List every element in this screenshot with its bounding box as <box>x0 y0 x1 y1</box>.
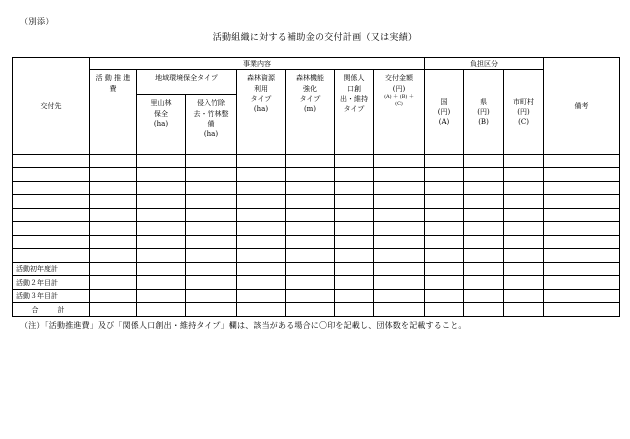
table-cell <box>425 168 464 182</box>
table-cell <box>504 181 544 195</box>
table-cell <box>90 195 137 209</box>
table-cell <box>237 289 286 303</box>
table-cell <box>90 249 137 263</box>
header-satoyama-line-3: (ha) <box>153 119 169 128</box>
table-cell <box>90 208 137 222</box>
header-function-line-4: (m) <box>303 104 317 113</box>
table-row <box>13 208 620 222</box>
table-cell <box>504 289 544 303</box>
table-cell <box>335 289 374 303</box>
header-population-line-4: タイプ <box>343 104 365 113</box>
header-grant-line-1: 交付金額 <box>385 74 413 83</box>
table-cell <box>237 181 286 195</box>
summary-label: 活動２年目計 <box>13 276 90 290</box>
table-cell <box>186 154 237 168</box>
table-cell <box>137 168 186 182</box>
table-cell <box>286 208 335 222</box>
header-row-2 <box>13 70 620 95</box>
table-cell <box>544 222 620 236</box>
table-cell <box>186 181 237 195</box>
table-cell <box>464 222 504 236</box>
table-row <box>13 235 620 249</box>
table-cell <box>335 303 374 317</box>
footnote: （注）「活動推進費」及び「関係人口創出・維持タイプ」欄は、該当がある場合に〇印を記載し、団体数を記載すること。 <box>20 321 467 330</box>
table-cell <box>335 262 374 276</box>
table-cell <box>237 168 286 182</box>
table-cell <box>90 289 137 303</box>
table-cell <box>186 249 237 263</box>
table-cell <box>137 289 186 303</box>
table-cell <box>425 222 464 236</box>
summary-row <box>13 262 620 276</box>
summary-label: 活動初年度計 <box>13 262 90 276</box>
table-cell <box>425 208 464 222</box>
table-cell <box>504 154 544 168</box>
table-cell <box>374 154 425 168</box>
table-cell <box>137 262 186 276</box>
table-cell <box>374 235 425 249</box>
table-cell <box>544 249 620 263</box>
table-cell <box>286 276 335 290</box>
summary-row <box>13 303 620 317</box>
table-cell <box>464 208 504 222</box>
table-cell <box>137 276 186 290</box>
table-cell <box>425 235 464 249</box>
header-national-line-1: 国 <box>440 97 448 106</box>
header-recipient: 交付先 <box>13 58 90 155</box>
table-cell <box>504 168 544 182</box>
header-grant-line-2: (円) <box>392 84 406 93</box>
header-promotion-line-2: 費 <box>109 84 117 93</box>
header-bamboo-line-2: 去・竹林整 <box>193 109 229 118</box>
table-cell <box>90 276 137 290</box>
header-promotion <box>90 70 137 154</box>
table-cell <box>13 235 90 249</box>
table-cell <box>374 168 425 182</box>
table-cell <box>464 168 504 182</box>
header-prefecture-line-1: 県 <box>480 97 488 106</box>
table-cell <box>13 249 90 263</box>
header-function-line-1: 森林機能 <box>296 74 324 83</box>
table-cell <box>186 303 237 317</box>
table-cell <box>464 289 504 303</box>
header-function <box>286 70 335 154</box>
table-cell <box>186 208 237 222</box>
table-row <box>13 181 620 195</box>
table-cell <box>137 154 186 168</box>
table-cell <box>13 222 90 236</box>
header-satoyama-line-1: 里山林 <box>150 99 172 108</box>
header-resource-line-1: 森林資源 <box>247 74 275 83</box>
table-cell <box>286 262 335 276</box>
table-cell <box>237 235 286 249</box>
table-cell <box>544 154 620 168</box>
table-cell <box>544 276 620 290</box>
table-cell <box>286 249 335 263</box>
table-cell <box>237 303 286 317</box>
table-cell <box>13 181 90 195</box>
table-cell <box>237 276 286 290</box>
table-cell <box>13 208 90 222</box>
header-project: 事業内容 <box>90 58 425 70</box>
table-cell <box>425 249 464 263</box>
table-cell <box>286 222 335 236</box>
header-municipal-line-1: 市町村 <box>513 97 535 106</box>
header-satoyama <box>137 95 186 154</box>
header-row-1 <box>13 58 620 70</box>
table-cell <box>374 249 425 263</box>
table-cell <box>335 208 374 222</box>
table-cell <box>464 195 504 209</box>
table-cell <box>335 168 374 182</box>
header-grant-line-4: (C) <box>395 101 403 107</box>
header-resource <box>237 70 286 154</box>
header-municipal <box>504 70 544 154</box>
table-cell <box>137 181 186 195</box>
header-population-line-2: 口創 <box>347 84 361 93</box>
table-row <box>13 154 620 168</box>
header-satoyama-line-2: 保全 <box>154 109 168 118</box>
header-resource-line-4: (ha) <box>253 104 269 113</box>
header-grant <box>374 70 425 154</box>
table-cell <box>504 303 544 317</box>
table-cell <box>237 262 286 276</box>
header-burden: 負担区分 <box>425 58 544 70</box>
table-cell <box>504 235 544 249</box>
table-cell <box>504 249 544 263</box>
table-cell <box>464 276 504 290</box>
header-resource-line-3: タイプ <box>250 94 272 103</box>
table-cell <box>425 303 464 317</box>
table-cell <box>504 208 544 222</box>
header-national-line-3: (A) <box>438 118 450 127</box>
table-cell <box>237 222 286 236</box>
table-cell <box>90 154 137 168</box>
table-cell <box>504 262 544 276</box>
table-cell <box>544 289 620 303</box>
table-cell <box>90 235 137 249</box>
summary-row <box>13 276 620 290</box>
table-cell <box>374 195 425 209</box>
table-cell <box>137 195 186 209</box>
summary-label: 活動３年目計 <box>13 289 90 303</box>
table-cell <box>464 235 504 249</box>
header-population-line-3: 出・維持 <box>340 94 368 103</box>
table-cell <box>13 195 90 209</box>
table-cell <box>90 181 137 195</box>
header-municipal-line-3: (C) <box>518 118 529 127</box>
table-cell <box>544 208 620 222</box>
table-cell <box>504 276 544 290</box>
table-cell <box>464 154 504 168</box>
header-bamboo <box>186 95 237 154</box>
table-cell <box>504 195 544 209</box>
table-cell <box>137 249 186 263</box>
table-cell <box>137 208 186 222</box>
table-cell <box>544 303 620 317</box>
header-function-line-2: 強化 <box>303 84 317 93</box>
table-cell <box>335 222 374 236</box>
table-cell <box>186 289 237 303</box>
table-cell <box>186 262 237 276</box>
table-cell <box>90 303 137 317</box>
table-cell <box>286 154 335 168</box>
table-cell <box>335 235 374 249</box>
header-prefecture-line-2: (円) <box>477 108 490 117</box>
table-cell <box>137 235 186 249</box>
header-population-line-1: 関係人 <box>343 74 365 83</box>
table-cell <box>13 168 90 182</box>
table-cell <box>286 289 335 303</box>
table-cell <box>544 195 620 209</box>
table-cell <box>335 181 374 195</box>
table-cell <box>186 235 237 249</box>
table-cell <box>186 222 237 236</box>
table-cell <box>237 208 286 222</box>
table-cell <box>286 195 335 209</box>
header-population <box>335 70 374 154</box>
header-grant-line-3: (A) ＋ (B) ＋ <box>384 93 414 100</box>
table-cell <box>335 249 374 263</box>
table-cell <box>286 235 335 249</box>
table-cell <box>544 181 620 195</box>
table-cell <box>504 222 544 236</box>
header-bamboo-line-1: 侵入竹除 <box>197 99 225 108</box>
grant-plan-table <box>12 57 620 317</box>
table-cell <box>374 289 425 303</box>
table-cell <box>425 195 464 209</box>
table-cell <box>374 276 425 290</box>
table-cell <box>90 222 137 236</box>
table-row <box>13 195 620 209</box>
header-prefecture <box>464 70 504 154</box>
document-title: 活動組織に対する補助金の交付計画（又は実績） <box>212 33 418 43</box>
table-cell <box>335 154 374 168</box>
header-bamboo-line-3: 備 <box>207 119 215 128</box>
table-cell <box>425 289 464 303</box>
table-cell <box>237 249 286 263</box>
table-row <box>13 168 620 182</box>
table-cell <box>90 262 137 276</box>
header-function-line-3: タイプ <box>299 94 321 103</box>
header-promotion-line-1: 活 動 推 進 <box>95 74 131 83</box>
header-resource-line-2: 利用 <box>254 84 268 93</box>
header-municipal-line-2: (円) <box>517 108 530 117</box>
table-cell <box>464 303 504 317</box>
table-cell <box>374 222 425 236</box>
table-row <box>13 222 620 236</box>
table-cell <box>464 249 504 263</box>
table-row <box>13 249 620 263</box>
table-cell <box>464 181 504 195</box>
header-env: 地域環境保全タイプ <box>137 70 237 95</box>
header-national-line-2: (円) <box>437 108 451 117</box>
summary-label: 合 計 <box>13 303 90 317</box>
table-cell <box>425 181 464 195</box>
table-cell <box>374 181 425 195</box>
table-cell <box>374 303 425 317</box>
table-cell <box>237 154 286 168</box>
table-cell <box>374 262 425 276</box>
table-cell <box>137 303 186 317</box>
table-cell <box>13 154 90 168</box>
table-cell <box>286 168 335 182</box>
table-cell <box>137 222 186 236</box>
table-cell <box>544 235 620 249</box>
table-cell <box>335 276 374 290</box>
summary-row <box>13 289 620 303</box>
table-cell <box>544 168 620 182</box>
table-cell <box>464 262 504 276</box>
table-cell <box>186 195 237 209</box>
table-cell <box>186 276 237 290</box>
table-cell <box>286 181 335 195</box>
annex-label: （別添） <box>20 17 54 26</box>
table-cell <box>425 262 464 276</box>
table-cell <box>286 303 335 317</box>
table-cell <box>335 195 374 209</box>
header-prefecture-line-3: (B) <box>478 118 489 127</box>
table-cell <box>425 276 464 290</box>
table-cell <box>374 208 425 222</box>
header-national <box>425 70 464 154</box>
table-cell <box>186 168 237 182</box>
header-remarks: 備考 <box>544 58 620 155</box>
table-cell <box>237 195 286 209</box>
table-cell <box>90 168 137 182</box>
header-bamboo-line-4: (ha) <box>203 129 219 138</box>
table-cell <box>544 262 620 276</box>
table-cell <box>425 154 464 168</box>
